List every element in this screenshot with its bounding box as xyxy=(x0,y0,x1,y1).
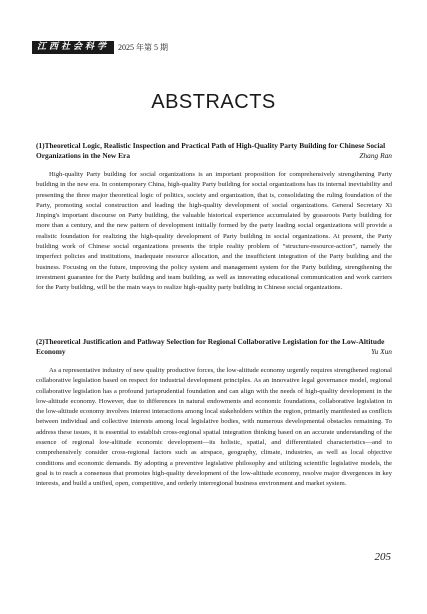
article-2-title-text: (2)Theoretical Justification and Pathway Selection for Regional Collaborative Legislation for the Low-Altitude Economy xyxy=(36,337,385,356)
article-1-title xyxy=(36,141,392,161)
issue-label: 2025 年第 5 期 xyxy=(118,42,168,52)
page-title: ABSTRACTS xyxy=(151,91,276,113)
article-1 xyxy=(36,141,392,294)
journal-logo: 江西社会科学 xyxy=(32,41,114,54)
article-2-body: As a representative industry of new quality productive forces, the low-altitude economy urgently requires strengthened regional collaborative legislation based on respect for industrial development principles. As an innovative legal governance model, regional collaborative legislation has a profound jurisprudential foundation and can align with the needs of high-quality development in the low-altitude economy. However, due to differences in natural endowments and economic foundations, collaborative legislation in the low-altitude economy involves interest interactions among local stakeholders within the region, primarily manifested as conflicts between individual and collective interests among local legislative bodies, with numerous developmental obstacles remaining. To address these issues, it is essential to establish cross-regional spatial integration thinking based on an accurate understanding of the essence of regional low-altitude economic development—its holistic, spatial, and differentiated characteristics—and to comprehensively consider cross-regional factors such as airspace, geography, climate, industries, as well as local objective conditions and economic demands. By adopting a preventive legislative philosophy and utilizing scientific legislative models, the goal is to reach a consensus that promotes high-quality development of the low-altitude economy, resolve major divergences in key interests, and build a unified, open, competitive, and orderly interregional business environment and market system. xyxy=(36,367,392,488)
article-1-title-text: (1)Theoretical Logic, Realistic Inspection and Practical Path of High-Quality Party Building for Chinese Social Organizations in the New Era xyxy=(36,141,386,160)
article-1-body: High-quality Party building for social organizations is an important proposition for comprehensively strengthening Party building in the new era. In contemporary China, high-quality Party building for social organizations has its internal inevitability and presenting the three major theoretical logic of politics, society and organization, that is, consolidating the ruling foundation of the Party, promoting social construction and leading the high-quality development of social organizations. General Secretary Xi Jinping's important discourse on Party building, the valuable historical experience accumulated by grassroots Party building for more than a century, and the new pattern of development initially formed by the party leading social organizations will provide a realistic foundation for realizing the high-quality development of Party building in social organizations. At present, the Party building work of Chinese social organizations presents the triple reality problem of “structure-resource-action”, namely the imperfect policies and institutions, inadequate resource allocation, and the insufficient integration of the Party building and the business. Focusing on the future, improving the policy system and management system for the Party building, strengthening the investment guarantee for the Party building and team building, as well as innovating educational communication and work carriers for the Party building, will be the main ways to realize high-quality party building in Chinese social organizations. xyxy=(36,171,392,292)
article-2-title xyxy=(36,337,392,357)
article-1-author: Zhang Ran xyxy=(359,151,392,160)
page-number: 205 xyxy=(374,551,391,563)
article-2 xyxy=(36,337,392,490)
journal-header xyxy=(32,40,168,54)
article-2-author: Yu Xun xyxy=(371,347,392,356)
